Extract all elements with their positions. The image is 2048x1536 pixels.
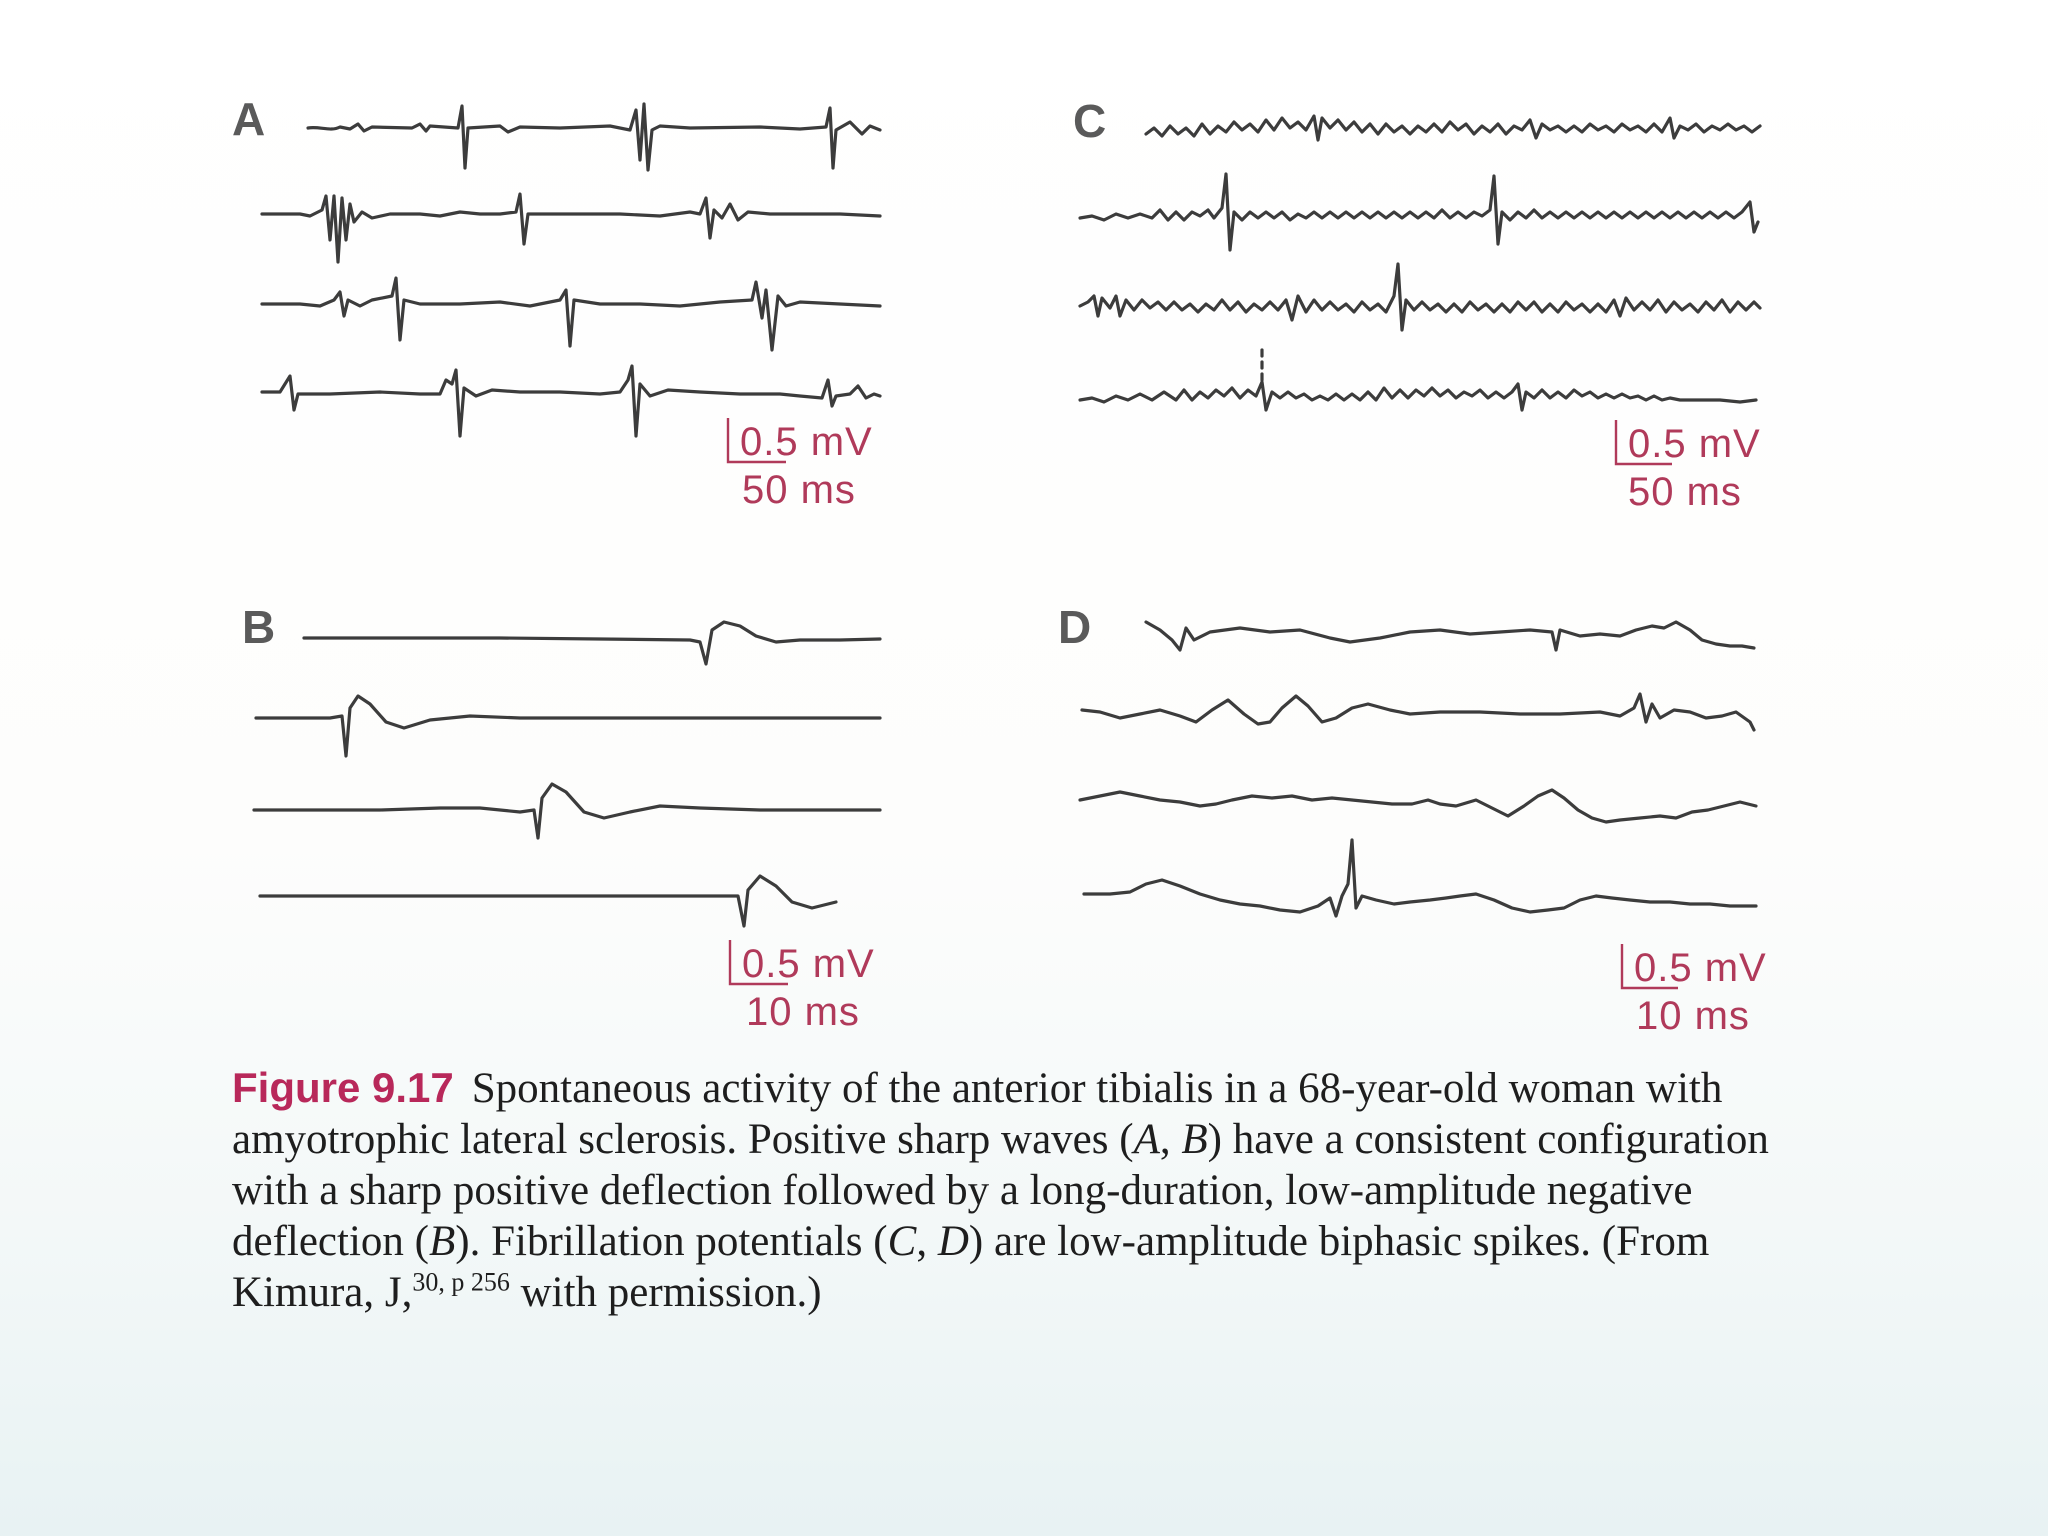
caption-superscript: 30, p 256 bbox=[412, 1267, 510, 1297]
trace-d-4 bbox=[1084, 840, 1756, 916]
trace-b-4 bbox=[260, 876, 836, 926]
caption-text-7: with permission.) bbox=[509, 1269, 822, 1316]
caption-text-3: ) have a consistent configuration with a sharp positive deflection followed by a long-duration, low-amplitude negative deflection ( bbox=[232, 1116, 1769, 1265]
panel-a-traces bbox=[262, 104, 880, 436]
trace-a-3 bbox=[262, 278, 880, 350]
scale-label-d-amplitude: 0.5 mV bbox=[1634, 946, 1767, 990]
trace-c-3 bbox=[1080, 264, 1760, 330]
scale-label-b-time: 10 ms bbox=[746, 990, 860, 1034]
panel-c-traces bbox=[1080, 116, 1760, 410]
panel-d-traces bbox=[1080, 622, 1756, 916]
scale-label-b-amplitude: 0.5 mV bbox=[742, 942, 875, 986]
caption-ital-4: C bbox=[887, 1218, 917, 1265]
scale-label-c-amplitude: 0.5 mV bbox=[1628, 422, 1761, 466]
trace-b-1 bbox=[304, 622, 880, 664]
caption-text-4: ). Fibrillation potentials ( bbox=[455, 1218, 888, 1265]
trace-c-2 bbox=[1080, 174, 1758, 250]
caption-ital-5: D bbox=[937, 1218, 969, 1265]
trace-a-1 bbox=[308, 104, 880, 170]
trace-d-3 bbox=[1080, 790, 1756, 822]
panel-letter-b: B bbox=[242, 601, 276, 653]
trace-c-1 bbox=[1146, 116, 1760, 140]
caption-text-6: ) are low-amplitude biphasic spikes. (From Kimura, J, bbox=[232, 1218, 1710, 1316]
figure-caption bbox=[232, 1062, 1852, 1318]
trace-d-2 bbox=[1082, 694, 1754, 730]
panel-b-traces bbox=[254, 622, 880, 926]
caption-ital-2: B bbox=[1181, 1116, 1208, 1163]
trace-b-3 bbox=[254, 784, 880, 838]
trace-d-1 bbox=[1146, 622, 1754, 650]
trace-c-4 bbox=[1080, 382, 1756, 410]
scale-label-c-time: 50 ms bbox=[1628, 470, 1742, 514]
panel-letter-d: D bbox=[1058, 601, 1092, 653]
panel-letter-a: A bbox=[232, 93, 266, 145]
caption-text-5: , bbox=[916, 1218, 938, 1265]
caption-ital-3: B bbox=[429, 1218, 456, 1265]
trace-b-2 bbox=[256, 696, 880, 756]
caption-text-2: , bbox=[1159, 1116, 1182, 1163]
panel-letter-c: C bbox=[1073, 95, 1107, 147]
figure-label: Figure 9.17 bbox=[232, 1064, 454, 1111]
scale-label-a-amplitude: 0.5 mV bbox=[740, 420, 873, 464]
trace-a-2 bbox=[262, 194, 880, 262]
scale-label-d-time: 10 ms bbox=[1636, 994, 1750, 1038]
caption-ital-1: A bbox=[1133, 1116, 1160, 1163]
scale-label-a-time: 50 ms bbox=[742, 468, 856, 512]
caption-text-1: Spontaneous activity of the anterior tibialis in a 68-year-old woman with amyotrophic lateral sclerosis. Positive sharp waves ( bbox=[232, 1065, 1723, 1163]
